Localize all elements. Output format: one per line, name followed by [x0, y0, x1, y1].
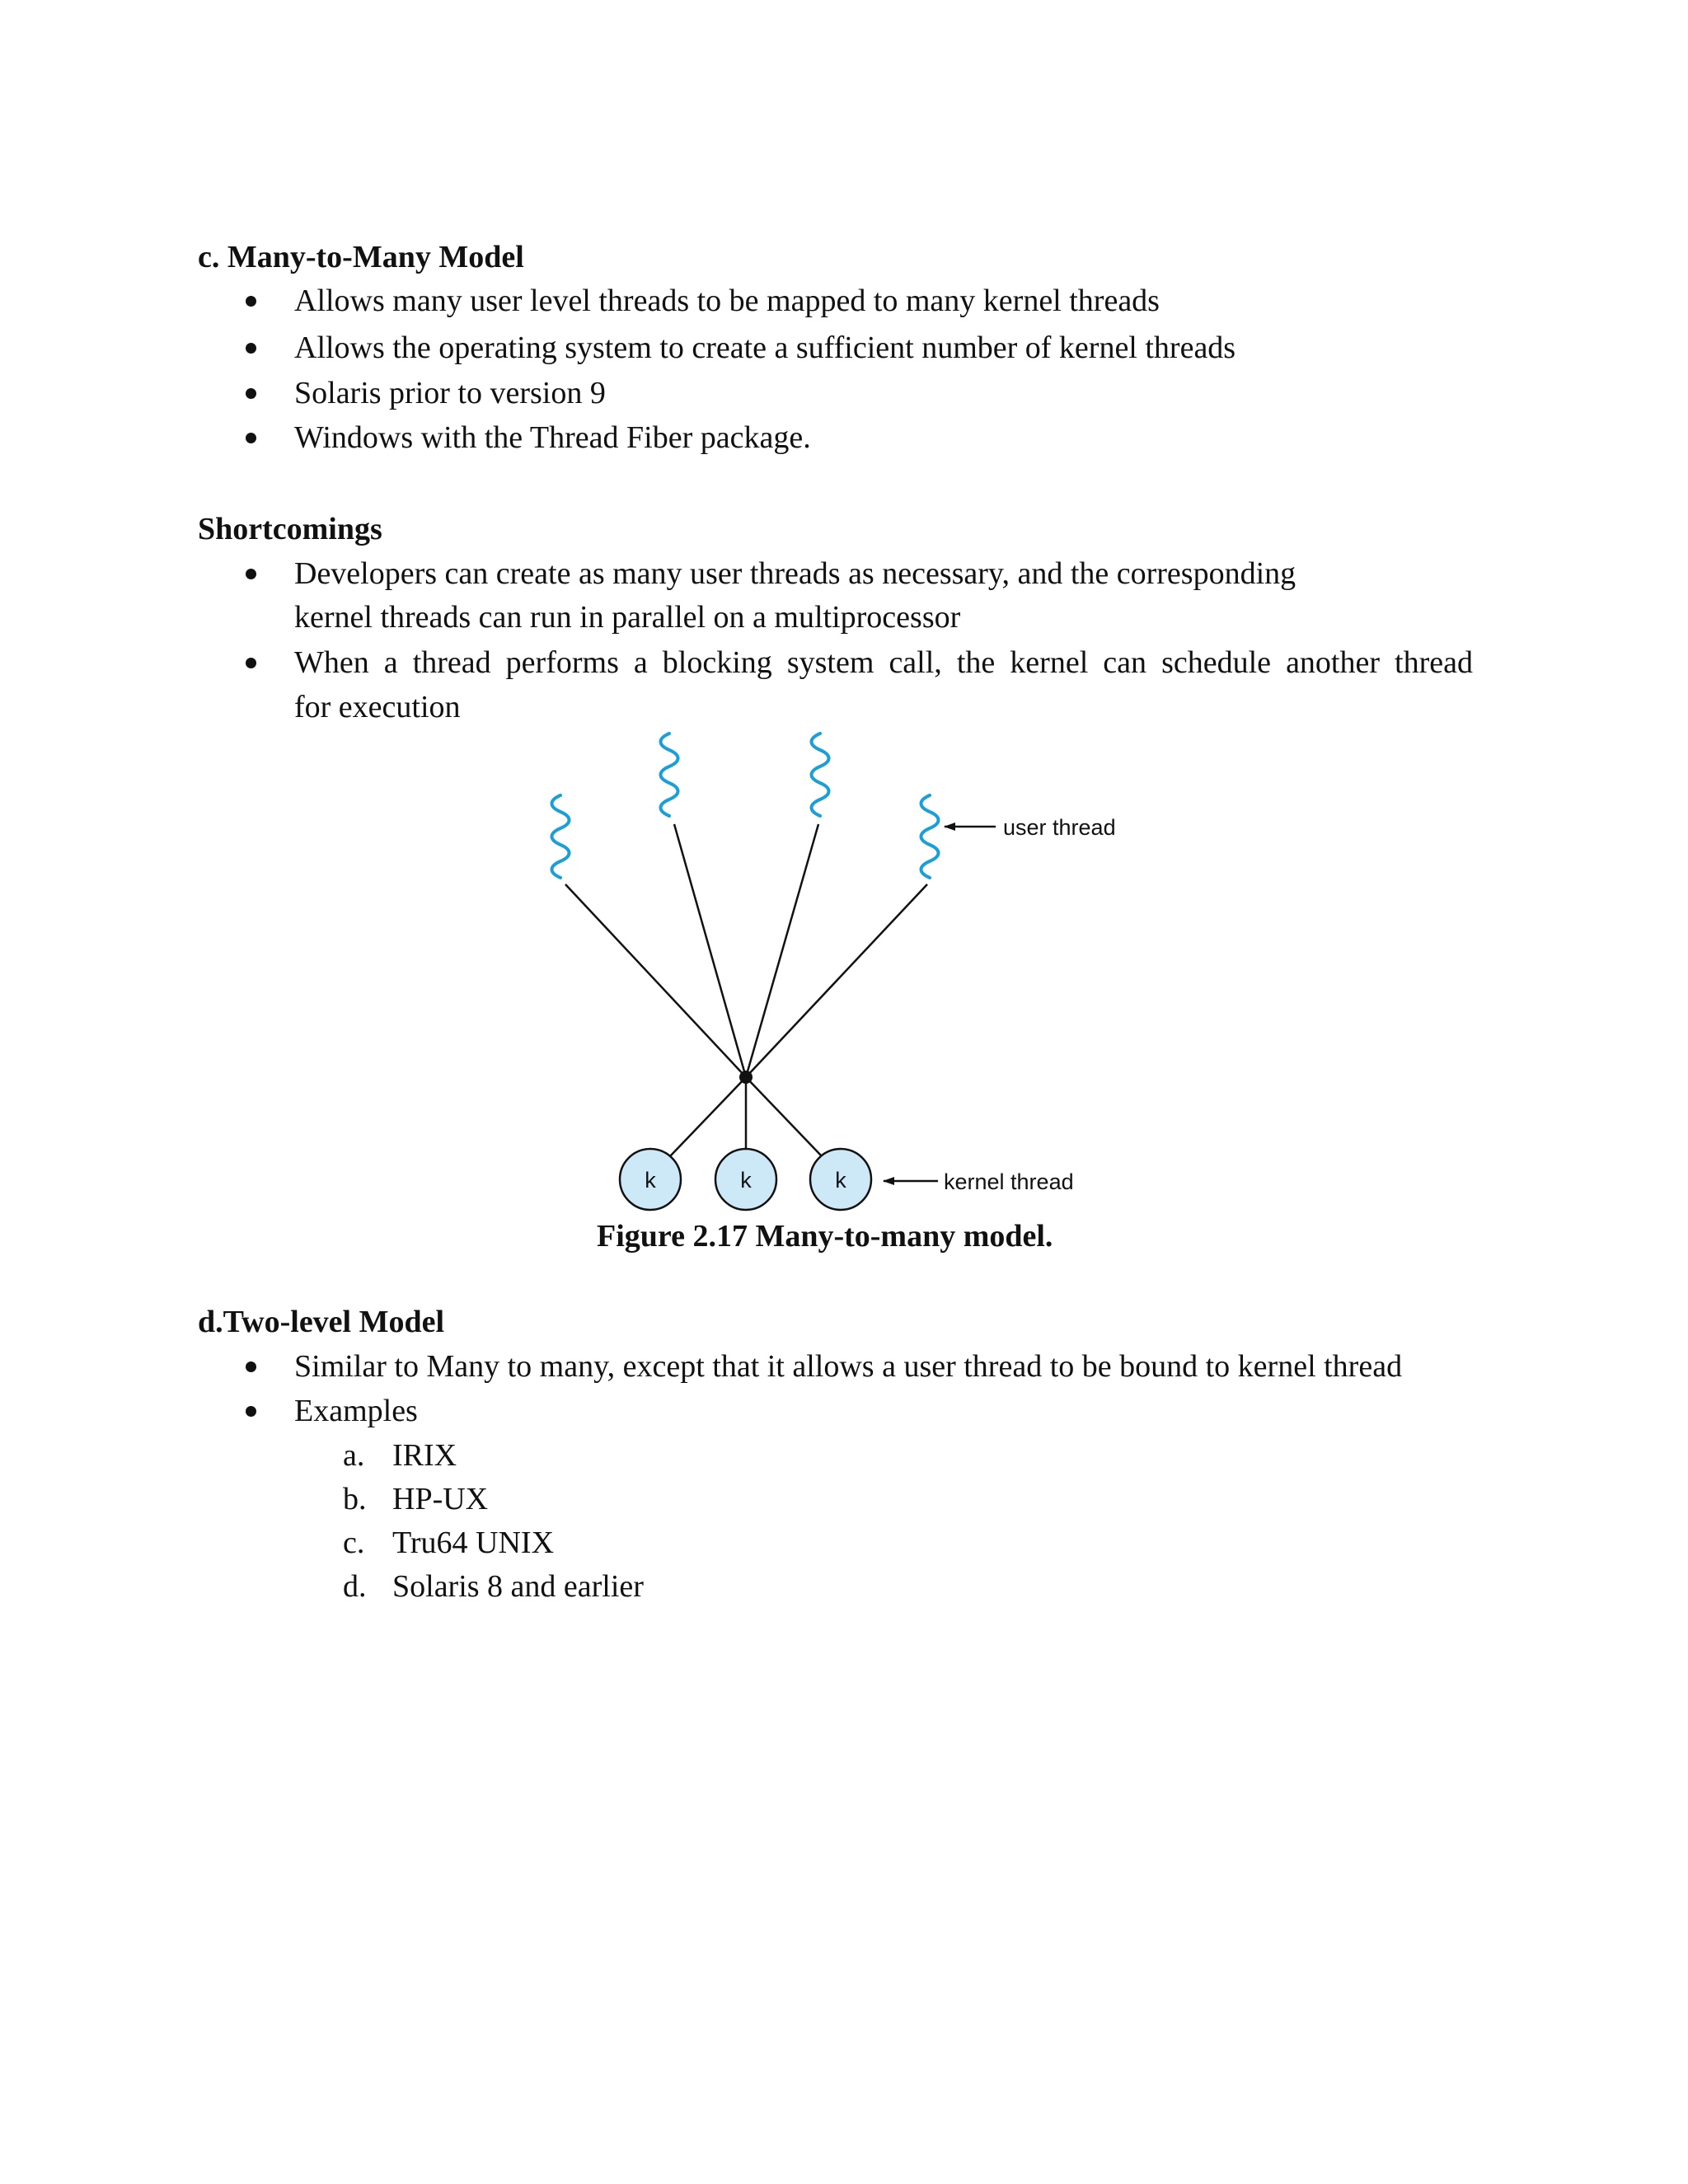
- kernel-node-label: k: [740, 1168, 752, 1193]
- sublist-marker: b.: [343, 1482, 367, 1516]
- list-item: Allows the operating system to create a sufficient number of kernel threads: [294, 330, 1236, 365]
- user-thread-icon: [552, 795, 570, 878]
- list-item-line: When a thread performs a blocking system call, the kernel can schedule another thread: [294, 645, 1473, 680]
- figure-caption: Figure 2.17 Many-to-many model.: [597, 1219, 1053, 1254]
- list-item: Windows with the Thread Fiber package.: [294, 420, 811, 455]
- sublist-marker: d.: [343, 1569, 367, 1604]
- kernel-thread-connector: [746, 1077, 823, 1157]
- bullet-dot: [246, 1406, 256, 1417]
- kernel-node-label: k: [835, 1168, 846, 1193]
- section-d-heading: d.Two-level Model: [198, 1305, 445, 1339]
- sublist-marker: c.: [343, 1526, 365, 1560]
- list-item-line: Developers can create as many user threads as necessary, and the corresponding: [294, 556, 1296, 591]
- user-thread-icon: [661, 733, 678, 816]
- junction-point: [739, 1071, 753, 1084]
- user-thread-icon: [812, 733, 829, 816]
- sublist-marker: a.: [343, 1438, 365, 1473]
- bullet-dot: [246, 1361, 256, 1372]
- list-item: Similar to Many to many, except that it allows a user thread to be bound to kernel thread: [294, 1349, 1403, 1384]
- kernel-node-label: k: [645, 1168, 656, 1193]
- sublist-item: HP-UX: [392, 1482, 489, 1516]
- sublist-item: Solaris 8 and earlier: [392, 1569, 644, 1604]
- user-thread-icon: [921, 795, 939, 878]
- kernel-thread-label: kernel thread: [944, 1169, 1074, 1194]
- sublist-item: Tru64 UNIX: [392, 1526, 555, 1560]
- list-item-line: kernel threads can run in parallel on a multiprocessor: [294, 600, 961, 635]
- list-item: Allows many user level threads to be mapped to many kernel threads: [294, 284, 1160, 318]
- user-thread-label: user thread: [1003, 815, 1116, 840]
- section-c-heading: c. Many-to-Many Model: [198, 240, 524, 274]
- list-item-line: for execution: [294, 690, 461, 724]
- list-item: Solaris prior to version 9: [294, 376, 606, 410]
- list-item: Examples: [294, 1394, 418, 1428]
- sublist-item: IRIX: [392, 1438, 457, 1473]
- kernel-thread-connector: [669, 1077, 746, 1157]
- shortcomings-heading: Shortcomings: [198, 512, 382, 546]
